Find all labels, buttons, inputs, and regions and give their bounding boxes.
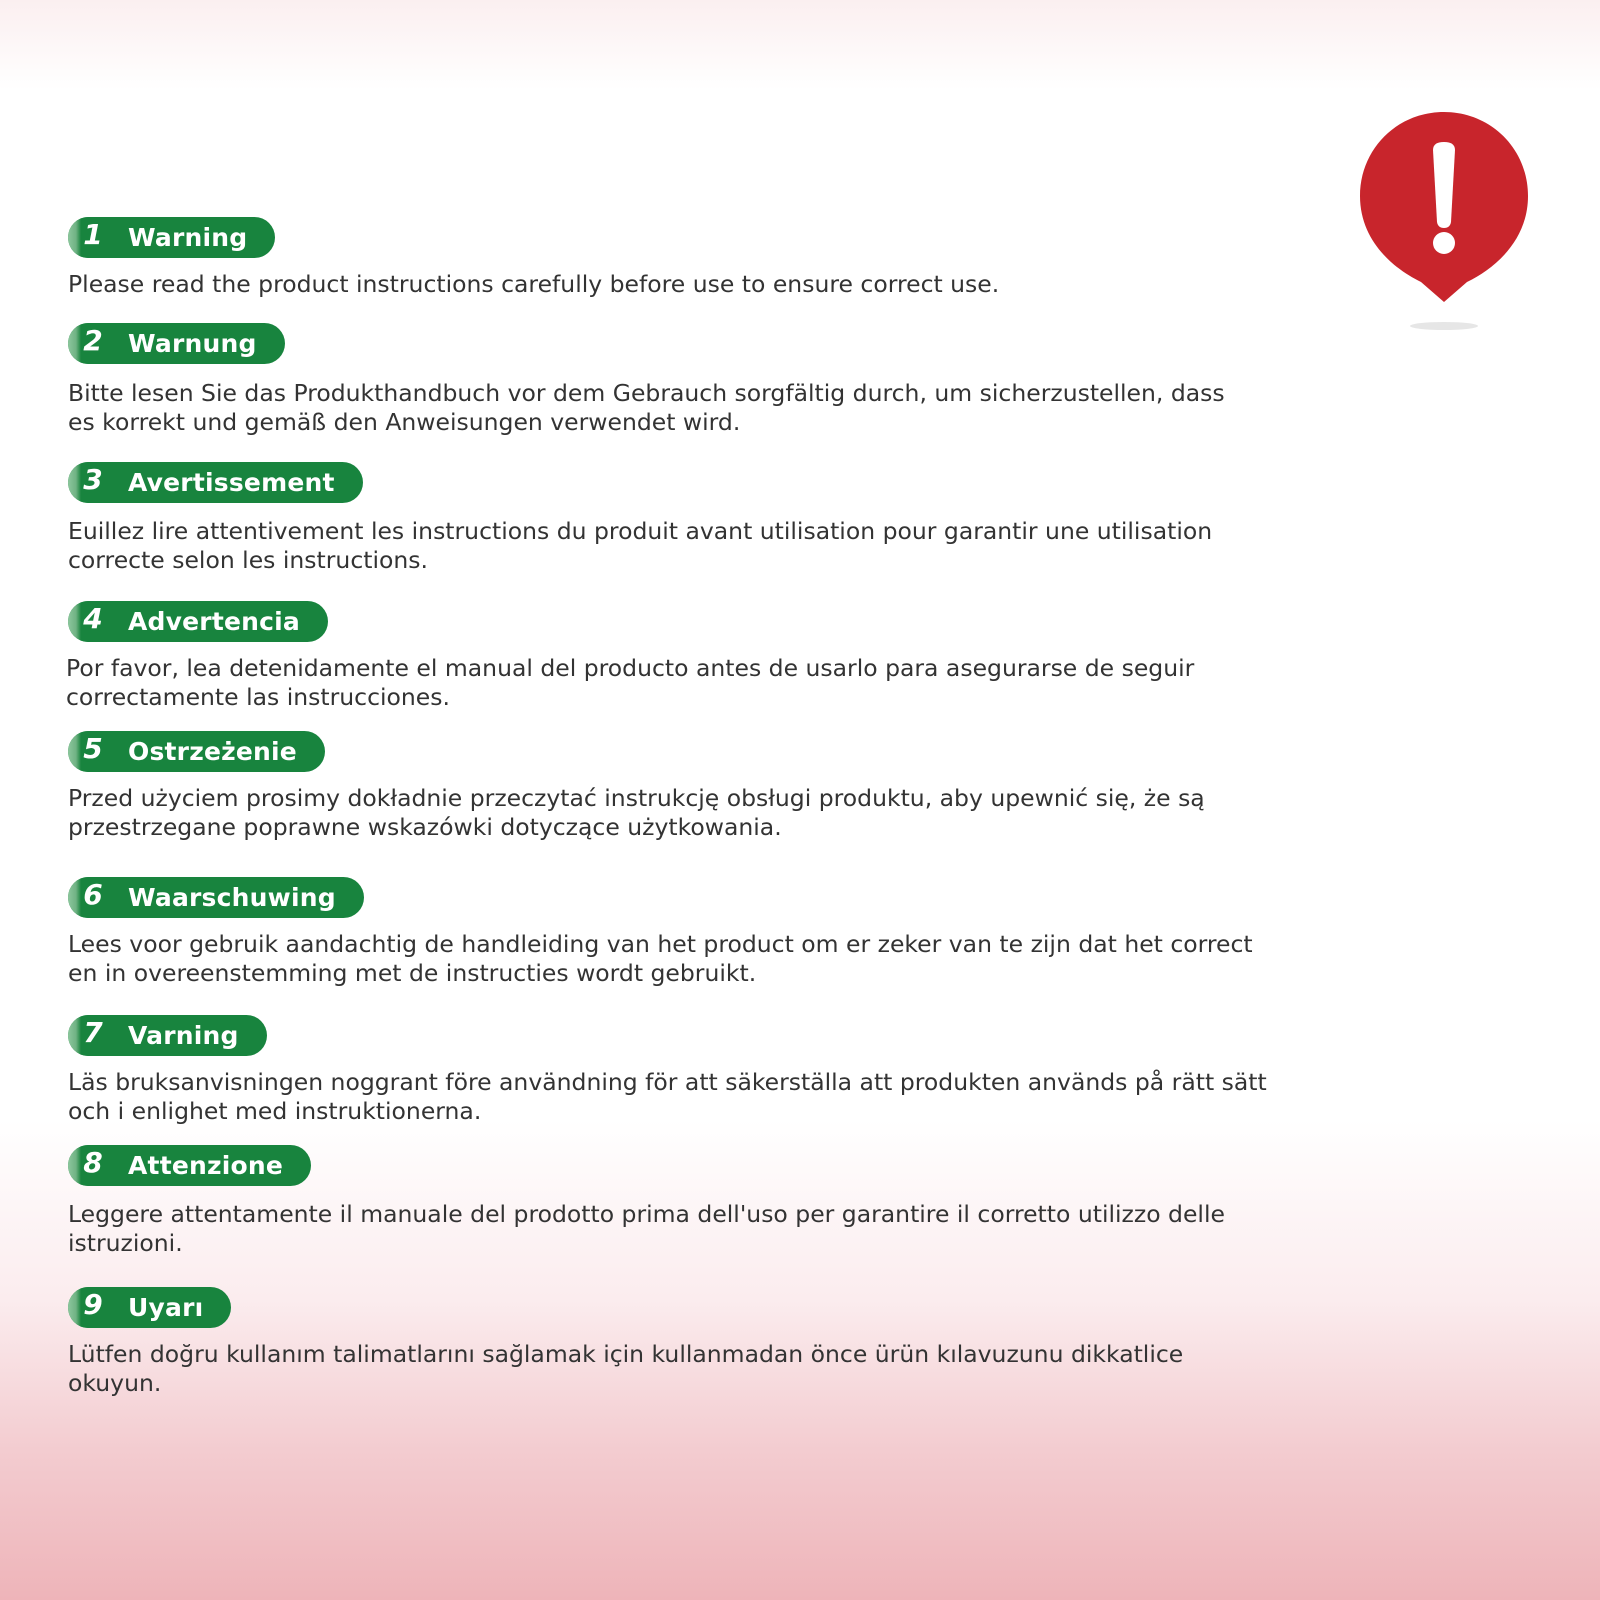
number-badge [68, 217, 116, 258]
warning-item-1 [68, 217, 1318, 299]
warning-title: Warnung [128, 329, 257, 358]
number-badge [68, 462, 116, 503]
number-badge [68, 323, 116, 364]
number-badge [68, 731, 116, 772]
warning-heading-pill [68, 323, 285, 364]
number-badge [68, 1287, 116, 1328]
warning-heading-pill [68, 1287, 231, 1328]
warning-heading-pill [68, 601, 328, 642]
number-badge [68, 1145, 116, 1186]
warning-item-4 [68, 601, 1318, 712]
warning-text: Przed użyciem prosimy dokładnie przeczytać instrukcję obsługi produktu, aby upewnić się, że są przestrzegane poprawne wskazówki dotyczące użytkowania. [68, 784, 1205, 841]
warning-title: Attenzione [128, 1151, 284, 1180]
warning-title: Ostrzeżenie [128, 737, 297, 766]
warning-number: 5 [83, 731, 103, 765]
number-badge [68, 1015, 116, 1056]
number-badge [68, 877, 116, 918]
warning-number: 4 [83, 601, 103, 635]
warning-heading-pill [68, 877, 364, 918]
warning-text: Bitte lesen Sie das Produkthandbuch vor dem Gebrauch sorgfältig durch, um sicherzustellen, dass es korrekt und gemäß den Anweisungen verwendet wird. [68, 379, 1225, 436]
warning-heading-pill [68, 217, 275, 258]
warning-heading-pill [68, 1145, 311, 1186]
exclamation-pin-icon [1358, 110, 1530, 332]
warning-text: Por favor, lea detenidamente el manual del producto antes de usarlo para asegurarse de seguir correctamente las instrucciones. [66, 654, 1195, 711]
warning-heading-pill [68, 462, 363, 503]
warning-title: Avertissement [128, 468, 335, 497]
warning-number: 8 [83, 1145, 103, 1179]
warning-item-2 [68, 323, 1318, 437]
warning-text: Euillez lire attentivement les instructions du produit avant utilisation pour garantir une utilisation correcte selon les instructions. [68, 517, 1213, 574]
warning-title: Uyarı [128, 1293, 204, 1322]
warning-number: 6 [83, 877, 103, 911]
exclamation-dot [1433, 232, 1455, 254]
warning-text: Leggere attentamente il manuale del prodotto prima dell'uso per garantire il corretto utilizzo delle istruzioni. [68, 1200, 1225, 1257]
warning-text: Läs bruksanvisningen noggrant före användning för att säkerställa att produkten används på rätt sätt och i enlighet med instruktionerna. [68, 1068, 1267, 1125]
warning-list [68, 0, 1318, 1600]
number-badge [68, 601, 116, 642]
warning-heading-pill [68, 1015, 267, 1056]
warning-item-5 [68, 731, 1318, 842]
warning-item-8 [68, 1145, 1318, 1258]
warning-text: Lees voor gebruik aandachtig de handleiding van het product om er zeker van te zijn dat het correct en in overeenstemming met de instructies wordt gebruikt. [68, 930, 1253, 987]
warning-item-6 [68, 877, 1318, 988]
warning-number: 3 [83, 462, 103, 496]
warning-title: Warning [128, 223, 248, 252]
warning-item-3 [68, 462, 1318, 575]
warning-number: 7 [83, 1015, 103, 1049]
warning-item-7 [68, 1015, 1318, 1126]
warning-title: Advertencia [128, 607, 300, 636]
warning-title: Waarschuwing [128, 883, 336, 912]
pin-shadow [1410, 322, 1478, 330]
warning-title: Varning [128, 1021, 239, 1050]
warning-number: 2 [83, 323, 103, 357]
warning-heading-pill [68, 731, 325, 772]
warning-number: 9 [83, 1287, 103, 1321]
warning-number: 1 [83, 217, 103, 251]
warning-item-9 [68, 1287, 1318, 1398]
warning-text: Lütfen doğru kullanım talimatlarını sağlamak için kullanmadan önce ürün kılavuzunu dikkatlice okuyun. [68, 1340, 1184, 1397]
warning-text: Please read the product instructions carefully before use to ensure correct use. [68, 270, 1000, 298]
